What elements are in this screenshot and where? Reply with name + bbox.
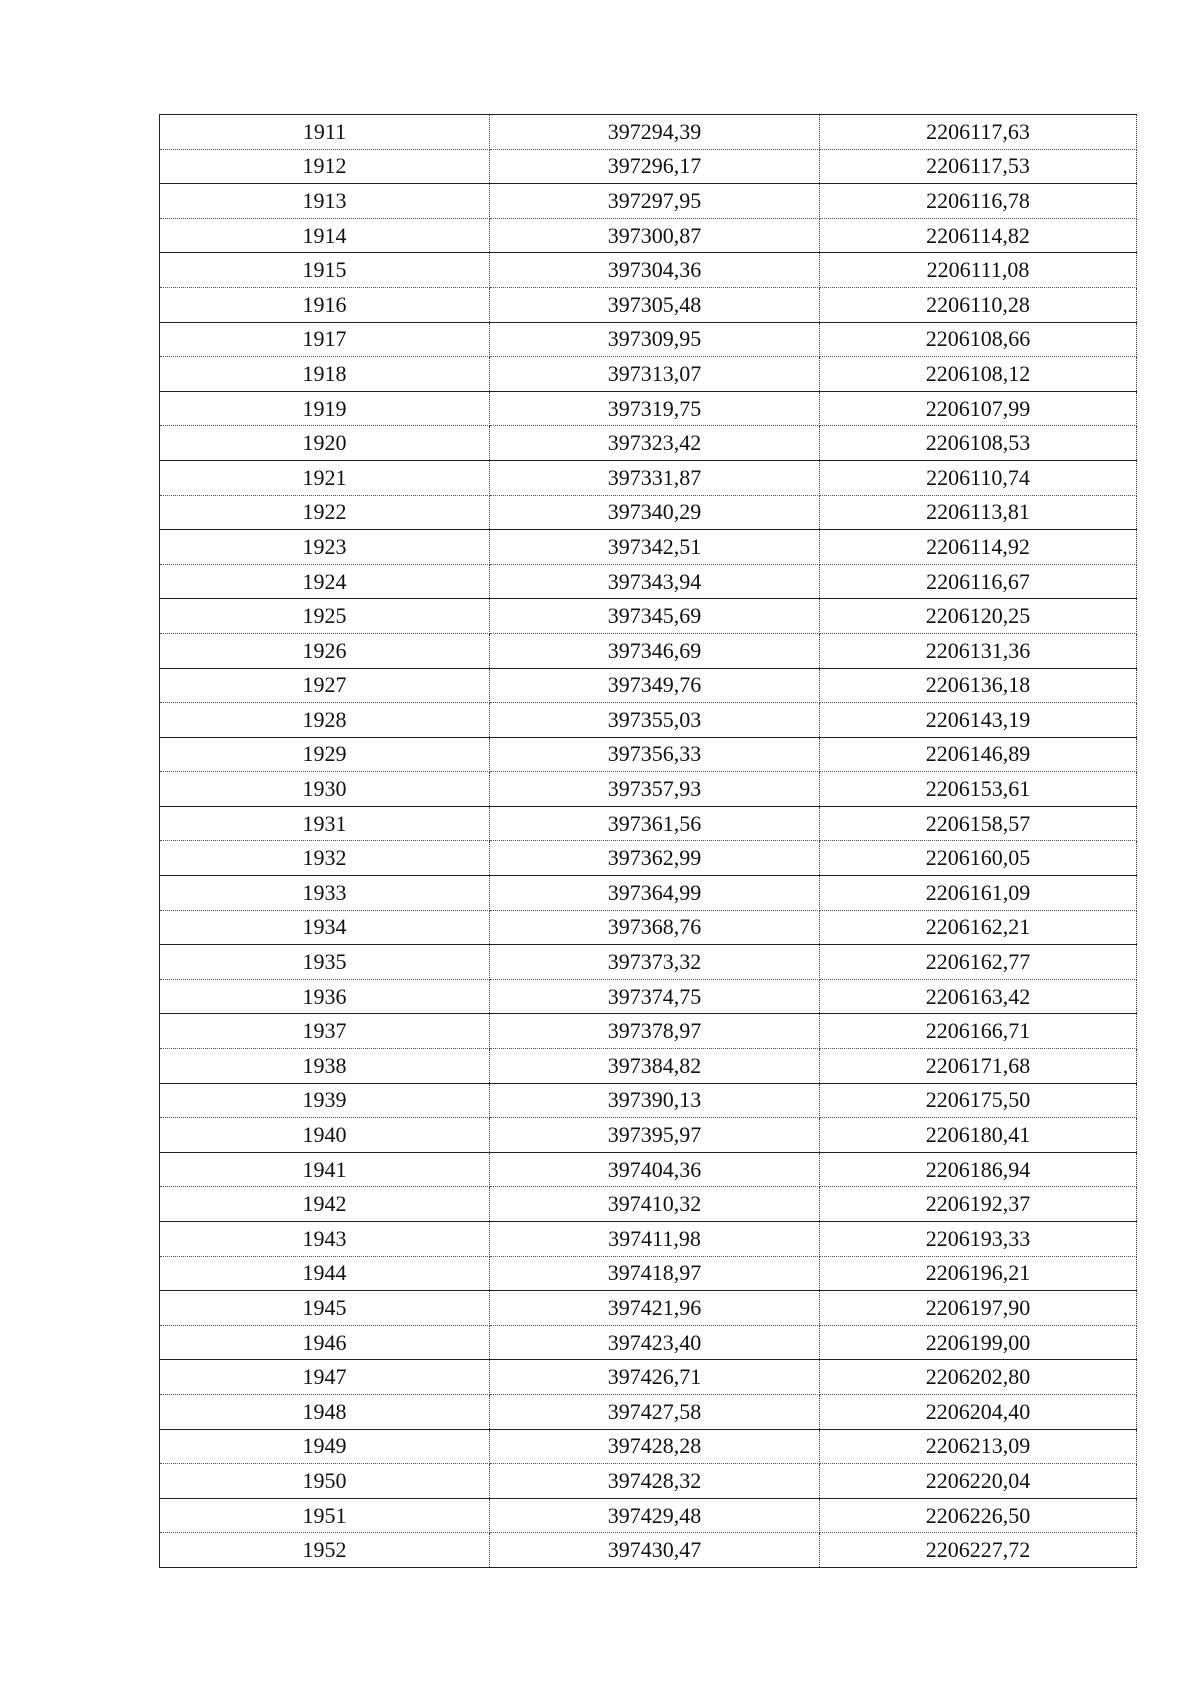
- y-coordinate-cell: 2206114,82: [820, 218, 1137, 253]
- y-coordinate-cell: 2206202,80: [820, 1360, 1137, 1395]
- y-coordinate-cell: 2206114,92: [820, 530, 1137, 565]
- x-coordinate-cell: 397323,42: [490, 426, 820, 461]
- x-coordinate-cell: 397342,51: [490, 530, 820, 565]
- x-coordinate-cell: 397294,39: [490, 115, 820, 150]
- y-coordinate-cell: 2206158,57: [820, 806, 1137, 841]
- point-number-cell: 1945: [160, 1291, 490, 1326]
- point-number-cell: 1926: [160, 633, 490, 668]
- x-coordinate-cell: 397340,29: [490, 495, 820, 530]
- point-number-cell: 1939: [160, 1083, 490, 1118]
- x-coordinate-cell: 397319,75: [490, 391, 820, 426]
- point-number-cell: 1946: [160, 1325, 490, 1360]
- x-coordinate-cell: 397423,40: [490, 1325, 820, 1360]
- point-number-cell: 1917: [160, 322, 490, 357]
- y-coordinate-cell: 2206120,25: [820, 599, 1137, 634]
- y-coordinate-cell: 2206108,53: [820, 426, 1137, 461]
- x-coordinate-cell: 397297,95: [490, 184, 820, 219]
- x-coordinate-cell: 397356,33: [490, 737, 820, 772]
- point-number-cell: 1925: [160, 599, 490, 634]
- table-row: [160, 530, 1137, 565]
- x-coordinate-cell: 397349,76: [490, 668, 820, 703]
- y-coordinate-cell: 2206146,89: [820, 737, 1137, 772]
- x-coordinate-cell: 397430,47: [490, 1533, 820, 1568]
- y-coordinate-cell: 2206153,61: [820, 772, 1137, 807]
- table-row: [160, 737, 1137, 772]
- x-coordinate-cell: 397427,58: [490, 1394, 820, 1429]
- table-row: [160, 806, 1137, 841]
- x-coordinate-cell: 397304,36: [490, 253, 820, 288]
- table-row: [160, 495, 1137, 530]
- point-number-cell: 1911: [160, 115, 490, 150]
- x-coordinate-cell: 397300,87: [490, 218, 820, 253]
- point-number-cell: 1938: [160, 1049, 490, 1084]
- table-row: [160, 772, 1137, 807]
- table-row: [160, 426, 1137, 461]
- table-row: [160, 841, 1137, 876]
- y-coordinate-cell: 2206110,28: [820, 287, 1137, 322]
- x-coordinate-cell: 397429,48: [490, 1498, 820, 1533]
- y-coordinate-cell: 2206162,21: [820, 910, 1137, 945]
- y-coordinate-cell: 2206193,33: [820, 1222, 1137, 1257]
- y-coordinate-cell: 2206199,00: [820, 1325, 1137, 1360]
- table-row: [160, 460, 1137, 495]
- x-coordinate-cell: 397395,97: [490, 1118, 820, 1153]
- table-row: [160, 1152, 1137, 1187]
- table-row: [160, 564, 1137, 599]
- table-row: [160, 1049, 1137, 1084]
- table-row: [160, 1394, 1137, 1429]
- y-coordinate-cell: 2206143,19: [820, 703, 1137, 738]
- y-coordinate-cell: 2206107,99: [820, 391, 1137, 426]
- table-row: [160, 599, 1137, 634]
- y-coordinate-cell: 2206160,05: [820, 841, 1137, 876]
- x-coordinate-cell: 397364,99: [490, 876, 820, 911]
- x-coordinate-cell: 397410,32: [490, 1187, 820, 1222]
- point-number-cell: 1918: [160, 357, 490, 392]
- y-coordinate-cell: 2206186,94: [820, 1152, 1137, 1187]
- point-number-cell: 1929: [160, 737, 490, 772]
- table-row: [160, 287, 1137, 322]
- point-number-cell: 1933: [160, 876, 490, 911]
- table-row: [160, 253, 1137, 288]
- x-coordinate-cell: 397378,97: [490, 1014, 820, 1049]
- table-row: [160, 910, 1137, 945]
- table-row: [160, 1222, 1137, 1257]
- table-row: [160, 945, 1137, 980]
- point-number-cell: 1931: [160, 806, 490, 841]
- y-coordinate-cell: 2206192,37: [820, 1187, 1137, 1222]
- point-number-cell: 1928: [160, 703, 490, 738]
- y-coordinate-cell: 2206108,12: [820, 357, 1137, 392]
- table-row: [160, 391, 1137, 426]
- y-coordinate-cell: 2206227,72: [820, 1533, 1137, 1568]
- point-number-cell: 1940: [160, 1118, 490, 1153]
- table-row: [160, 149, 1137, 184]
- x-coordinate-cell: 397426,71: [490, 1360, 820, 1395]
- y-coordinate-cell: 2206161,09: [820, 876, 1137, 911]
- point-number-cell: 1921: [160, 460, 490, 495]
- point-number-cell: 1927: [160, 668, 490, 703]
- y-coordinate-cell: 2206213,09: [820, 1429, 1137, 1464]
- point-number-cell: 1916: [160, 287, 490, 322]
- x-coordinate-cell: 397361,56: [490, 806, 820, 841]
- x-coordinate-cell: 397309,95: [490, 322, 820, 357]
- point-number-cell: 1922: [160, 495, 490, 530]
- point-number-cell: 1937: [160, 1014, 490, 1049]
- table-row: [160, 633, 1137, 668]
- point-number-cell: 1951: [160, 1498, 490, 1533]
- table-row: [160, 322, 1137, 357]
- x-coordinate-cell: 397355,03: [490, 703, 820, 738]
- point-number-cell: 1923: [160, 530, 490, 565]
- x-coordinate-cell: 397373,32: [490, 945, 820, 980]
- y-coordinate-cell: 2206111,08: [820, 253, 1137, 288]
- y-coordinate-cell: 2206131,36: [820, 633, 1137, 668]
- table-row: [160, 979, 1137, 1014]
- point-number-cell: 1913: [160, 184, 490, 219]
- y-coordinate-cell: 2206117,63: [820, 115, 1137, 150]
- x-coordinate-cell: 397404,36: [490, 1152, 820, 1187]
- x-coordinate-cell: 397418,97: [490, 1256, 820, 1291]
- table-row: [160, 703, 1137, 738]
- table-row: [160, 668, 1137, 703]
- y-coordinate-cell: 2206113,81: [820, 495, 1137, 530]
- x-coordinate-cell: 397305,48: [490, 287, 820, 322]
- x-coordinate-cell: 397296,17: [490, 149, 820, 184]
- point-number-cell: 1914: [160, 218, 490, 253]
- point-number-cell: 1944: [160, 1256, 490, 1291]
- table-row: [160, 115, 1137, 150]
- point-number-cell: 1942: [160, 1187, 490, 1222]
- y-coordinate-cell: 2206116,67: [820, 564, 1137, 599]
- table-row: [160, 1083, 1137, 1118]
- y-coordinate-cell: 2206110,74: [820, 460, 1137, 495]
- x-coordinate-cell: 397345,69: [490, 599, 820, 634]
- table-row: [160, 1429, 1137, 1464]
- x-coordinate-cell: 397428,32: [490, 1464, 820, 1499]
- x-coordinate-cell: 397390,13: [490, 1083, 820, 1118]
- y-coordinate-cell: 2206220,04: [820, 1464, 1137, 1499]
- point-number-cell: 1952: [160, 1533, 490, 1568]
- point-number-cell: 1920: [160, 426, 490, 461]
- point-number-cell: 1915: [160, 253, 490, 288]
- x-coordinate-cell: 397362,99: [490, 841, 820, 876]
- y-coordinate-cell: 2206162,77: [820, 945, 1137, 980]
- point-number-cell: 1936: [160, 979, 490, 1014]
- table-row: [160, 1118, 1137, 1153]
- x-coordinate-cell: 397343,94: [490, 564, 820, 599]
- point-number-cell: 1912: [160, 149, 490, 184]
- table-row: [160, 1498, 1137, 1533]
- point-number-cell: 1932: [160, 841, 490, 876]
- table-row: [160, 184, 1137, 219]
- y-coordinate-cell: 2206116,78: [820, 184, 1137, 219]
- table-row: [160, 876, 1137, 911]
- y-coordinate-cell: 2206136,18: [820, 668, 1137, 703]
- y-coordinate-cell: 2206163,42: [820, 979, 1137, 1014]
- y-coordinate-cell: 2206108,66: [820, 322, 1137, 357]
- point-number-cell: 1950: [160, 1464, 490, 1499]
- table-row: [160, 1291, 1137, 1326]
- table-row: [160, 1256, 1137, 1291]
- x-coordinate-cell: 397313,07: [490, 357, 820, 392]
- point-number-cell: 1949: [160, 1429, 490, 1464]
- table-row: [160, 1187, 1137, 1222]
- point-number-cell: 1943: [160, 1222, 490, 1257]
- y-coordinate-cell: 2206117,53: [820, 149, 1137, 184]
- point-number-cell: 1930: [160, 772, 490, 807]
- x-coordinate-cell: 397421,96: [490, 1291, 820, 1326]
- x-coordinate-cell: 397331,87: [490, 460, 820, 495]
- coordinates-table-body: [160, 115, 1137, 1568]
- y-coordinate-cell: 2206180,41: [820, 1118, 1137, 1153]
- table-row: [160, 218, 1137, 253]
- point-number-cell: 1947: [160, 1360, 490, 1395]
- table-row: [160, 1464, 1137, 1499]
- coordinates-table: [159, 114, 1137, 1568]
- point-number-cell: 1924: [160, 564, 490, 599]
- x-coordinate-cell: 397411,98: [490, 1222, 820, 1257]
- y-coordinate-cell: 2206204,40: [820, 1394, 1137, 1429]
- x-coordinate-cell: 397374,75: [490, 979, 820, 1014]
- x-coordinate-cell: 397368,76: [490, 910, 820, 945]
- point-number-cell: 1919: [160, 391, 490, 426]
- point-number-cell: 1941: [160, 1152, 490, 1187]
- y-coordinate-cell: 2206175,50: [820, 1083, 1137, 1118]
- y-coordinate-cell: 2206197,90: [820, 1291, 1137, 1326]
- point-number-cell: 1948: [160, 1394, 490, 1429]
- point-number-cell: 1934: [160, 910, 490, 945]
- x-coordinate-cell: 397428,28: [490, 1429, 820, 1464]
- y-coordinate-cell: 2206196,21: [820, 1256, 1137, 1291]
- table-row: [160, 1533, 1137, 1568]
- table-row: [160, 357, 1137, 392]
- table-row: [160, 1360, 1137, 1395]
- x-coordinate-cell: 397346,69: [490, 633, 820, 668]
- table-row: [160, 1325, 1137, 1360]
- point-number-cell: 1935: [160, 945, 490, 980]
- x-coordinate-cell: 397357,93: [490, 772, 820, 807]
- y-coordinate-cell: 2206166,71: [820, 1014, 1137, 1049]
- table-row: [160, 1014, 1137, 1049]
- x-coordinate-cell: 397384,82: [490, 1049, 820, 1084]
- y-coordinate-cell: 2206226,50: [820, 1498, 1137, 1533]
- y-coordinate-cell: 2206171,68: [820, 1049, 1137, 1084]
